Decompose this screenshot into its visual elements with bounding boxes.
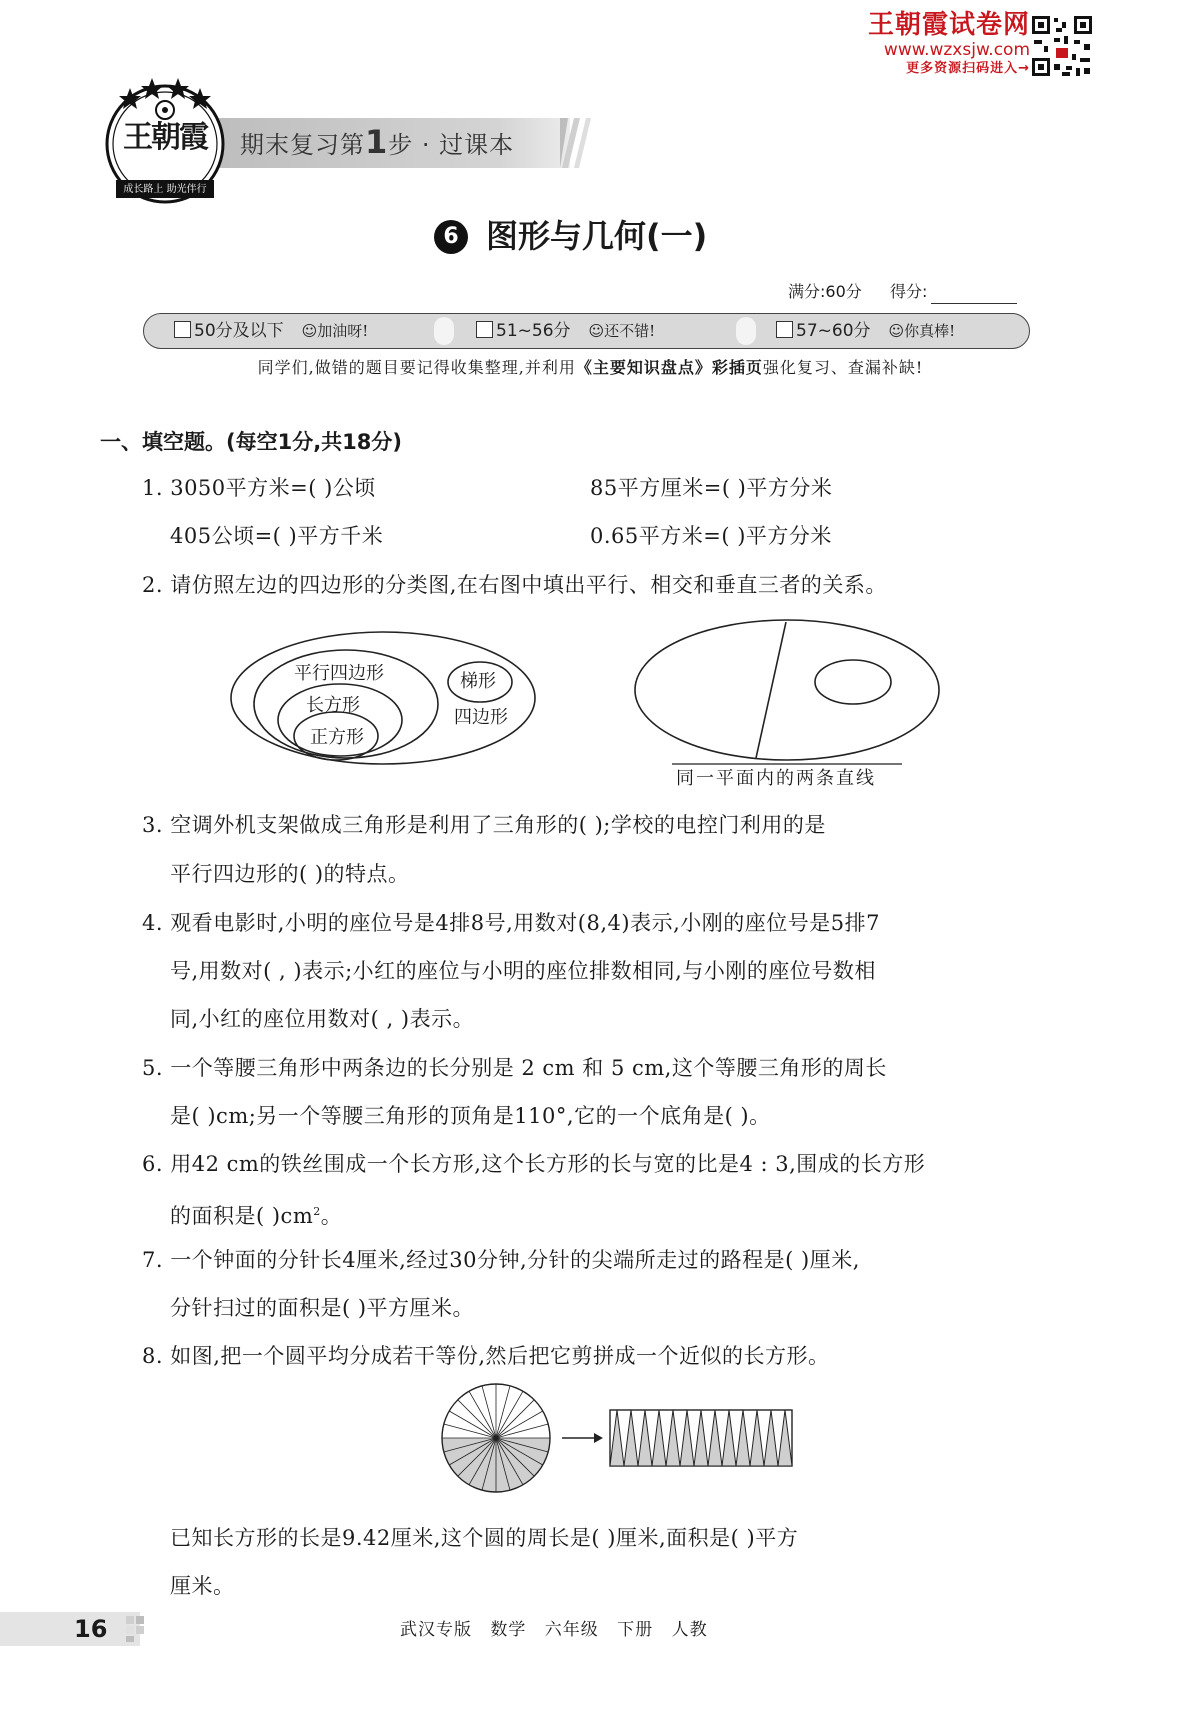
chapter-badge: 6 xyxy=(434,220,468,254)
approx-rectangle xyxy=(610,1410,792,1466)
page-title: 图形与几何(一) xyxy=(486,217,708,255)
level-3 xyxy=(776,314,955,348)
banner-title xyxy=(240,124,514,163)
q4-line3: 同,小红的座位用数对( , )表示。 xyxy=(170,1007,475,1031)
banner-pre: 期末复习第 xyxy=(240,131,365,159)
level-2-range: 51~56分 xyxy=(496,321,571,341)
q6-line1: 6. 用42 cm的铁丝围成一个长方形,这个长方形的长与宽的比是4 : 3,围成的长方形 xyxy=(142,1152,926,1176)
q8-line1: 8. 如图,把一个圆平均分成若干等份,然后把它剪拼成一个近似的长方形。 xyxy=(142,1344,830,1368)
brand-name: 王朝霞试卷网 xyxy=(867,10,1030,40)
score-blank[interactable] xyxy=(931,285,1017,304)
score-label: 得分: xyxy=(889,282,928,301)
q6-line2-end: 。 xyxy=(320,1204,343,1228)
q1-d: 0.65平方米=( )平方分米 xyxy=(590,524,832,548)
q3-line2: 平行四边形的( )的特点。 xyxy=(170,862,410,886)
level-1-range: 50分及以下 xyxy=(194,321,284,341)
q2-text: 2. 请仿照左边的四边形的分类图,在右图中填出平行、相交和垂直三者的关系。 xyxy=(142,573,887,597)
q6-line2 xyxy=(170,1197,342,1231)
banner-step-number: 1 xyxy=(365,123,389,161)
arrow-right-icon xyxy=(562,1433,603,1443)
score-level-bar xyxy=(143,313,1030,349)
q1-c: 405公顷=( )平方千米 xyxy=(170,524,384,548)
q8-line3: 厘米。 xyxy=(170,1574,235,1598)
q5-line1: 5. 一个等腰三角形中两条边的长分别是 2 cm 和 5 cm,这个等腰三角形的周长 xyxy=(142,1056,887,1080)
label-parallelogram: 平行四边形 xyxy=(294,663,384,684)
level-2-message: 还不错! xyxy=(604,322,656,340)
level-3-checkbox[interactable] xyxy=(776,321,793,338)
smile-face-icon: ☺ xyxy=(888,322,905,340)
page-number: 16 xyxy=(74,1615,108,1643)
study-tip xyxy=(0,356,1181,380)
level-2 xyxy=(476,314,655,348)
label-rectangle: 长方形 xyxy=(306,695,360,716)
level-1 xyxy=(174,314,368,348)
brand-block xyxy=(860,10,1030,78)
level-2-checkbox[interactable] xyxy=(476,321,493,338)
banner-stripes xyxy=(560,118,596,168)
qr-code-icon[interactable] xyxy=(1030,14,1094,78)
footer-bar xyxy=(0,1612,140,1646)
tip-post: 强化复习、查漏补缺! xyxy=(762,358,924,377)
level-1-checkbox[interactable] xyxy=(174,321,191,338)
quadrilateral-classification-diagram xyxy=(228,628,548,768)
q4-line1: 4. 观看电影时,小明的座位号是4排8号,用数对(8,4)表示,小刚的座位号是5排7 xyxy=(142,911,880,935)
q5-line2: 是( )cm;另一个等腰三角形的顶角是110°,它的一个底角是( )。 xyxy=(170,1104,771,1128)
footer-info: 武汉专版 数学 六年级 下册 人教 xyxy=(400,1620,708,1640)
q1-a: 1. 3050平方米=( )公顷 xyxy=(142,476,376,500)
circle-to-rectangle-figure xyxy=(440,1378,800,1498)
logo-text: 王朝霞 xyxy=(123,120,207,155)
q8-line2: 已知长方形的长是9.42厘米,这个圆的周长是( )厘米,面积是( )平方 xyxy=(170,1526,799,1550)
label-square: 正方形 xyxy=(310,727,364,748)
level-3-message: 你真棒! xyxy=(904,322,956,340)
q6-superscript: 2 xyxy=(313,1205,321,1218)
q7-line2: 分针扫过的面积是( )平方厘米。 xyxy=(170,1296,475,1320)
smile-face-icon: ☺ xyxy=(588,322,605,340)
level-1-message: 加油呀! xyxy=(317,322,369,340)
q4-line2: 号,用数对( , )表示;小红的座位与小明的座位排数相同,与小刚的座位号数相 xyxy=(170,959,876,983)
level-3-range: 57~60分 xyxy=(796,321,871,341)
label-quadrilateral: 四边形 xyxy=(454,707,508,728)
diagram-caption: 同一平面内的两条直线 xyxy=(676,768,876,789)
label-trapezoid: 梯形 xyxy=(460,671,496,692)
brand-tip: 更多资源扫码进入→ xyxy=(906,61,1030,76)
section-title: 一、填空题。(每空1分,共18分) xyxy=(100,430,403,454)
footer-decoration xyxy=(124,1614,148,1644)
banner-post: 步 · 过课本 xyxy=(388,131,515,159)
level-separator xyxy=(434,317,454,345)
level-separator xyxy=(736,317,756,345)
brand-url[interactable]: www.wzxsjw.com xyxy=(883,40,1030,60)
sectored-circle xyxy=(442,1384,550,1492)
logo-subtext: 成长路上 助光伴行 xyxy=(123,184,207,195)
q1-b: 85平方厘米=( )平方分米 xyxy=(590,476,833,500)
q6-line2-text: 的面积是( )cm xyxy=(170,1204,314,1228)
tip-bold: 《主要知识盘点》彩插页 xyxy=(575,358,763,377)
smile-face-icon: ☺ xyxy=(301,322,318,340)
score-line xyxy=(788,280,1017,304)
full-score: 满分:60分 xyxy=(788,282,862,301)
tip-pre: 同学们,做错的题目要记得收集整理,并利用 xyxy=(257,358,576,377)
q3-line1: 3. 空调外机支架做成三角形是利用了三角形的( );学校的电控门利用的是 xyxy=(142,813,826,837)
q7-line1: 7. 一个钟面的分针长4厘米,经过30分钟,分针的尖端所走过的路程是( )厘米, xyxy=(142,1248,860,1272)
